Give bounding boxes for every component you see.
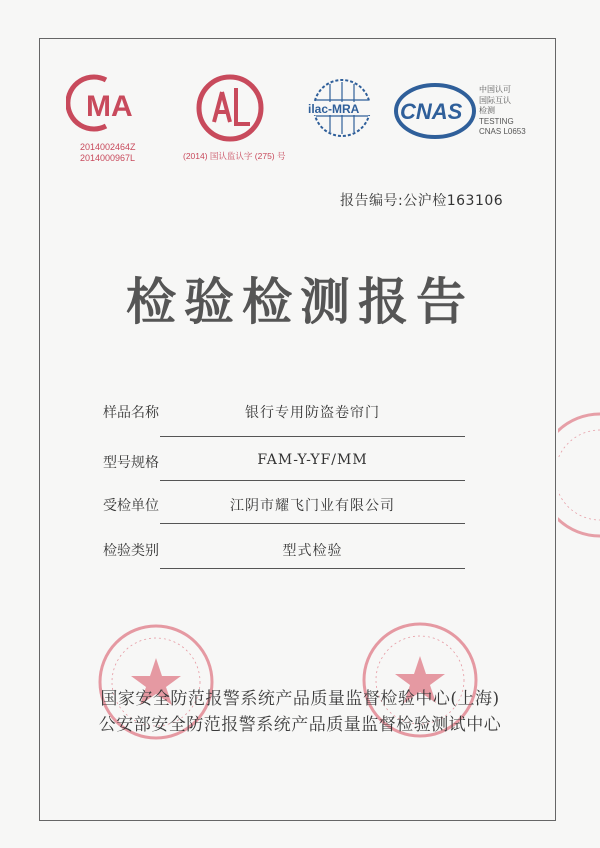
edge-seal <box>558 410 600 540</box>
report-number: 报告编号:公沪检163106 <box>340 193 504 209</box>
svg-text:CMA: CMA <box>66 72 69 73</box>
field-label-sample-name: 样品名称 <box>103 405 159 421</box>
field-label-inspection-type: 检验类别 <box>103 543 159 559</box>
svg-text:MA: MA <box>86 90 133 123</box>
cal-caption: (2014) 国认监认字 (275) 号 <box>183 151 286 161</box>
svg-text:ilac-MRA: ilac-MRA <box>308 102 360 116</box>
field-underline <box>160 480 465 481</box>
field-value-sample-name: 银行专用防盗卷帘门 <box>245 405 380 421</box>
cma-code: 2014000967L <box>80 153 136 163</box>
field-value-model: FAM-Y-YF/MM <box>257 452 368 468</box>
document-title: 检验检测报告 <box>126 272 474 331</box>
field-label-model: 型号规格 <box>103 455 159 471</box>
cnas-accreditation-text <box>479 85 526 138</box>
cnas-line: 国际互认 <box>479 95 511 105</box>
cnas-line: 检测 <box>479 106 495 115</box>
cma-certificate-codes <box>80 142 136 164</box>
field-underline <box>160 436 465 437</box>
svg-text:CNAS: CNAS <box>400 99 463 124</box>
ilac-mra-logo <box>302 78 382 138</box>
field-value-inspection-type: 型式检验 <box>282 543 343 559</box>
cnas-line: CNAS L0653 <box>479 127 526 136</box>
cnas-line: 中国认可 <box>479 85 511 94</box>
issuer-line-1: 国家安全防范报警系统产品质量监督检验中心(上海) <box>100 689 500 709</box>
cma-logo <box>66 72 158 134</box>
field-value-inspected-unit: 江阴市耀飞门业有限公司 <box>230 498 395 514</box>
field-underline <box>160 568 465 569</box>
field-label-inspected-unit: 受检单位 <box>103 498 159 514</box>
cnas-line: TESTING <box>479 116 514 126</box>
cal-logo <box>192 72 268 144</box>
cnas-logo <box>394 82 476 140</box>
field-underline <box>160 523 465 524</box>
issuer-line-2: 公安部安全防范报警系统产品质量监督检验测试中心 <box>98 715 502 735</box>
cma-code: 2014002464Z <box>80 142 136 152</box>
svg-text:CAL: CAL <box>192 72 195 73</box>
